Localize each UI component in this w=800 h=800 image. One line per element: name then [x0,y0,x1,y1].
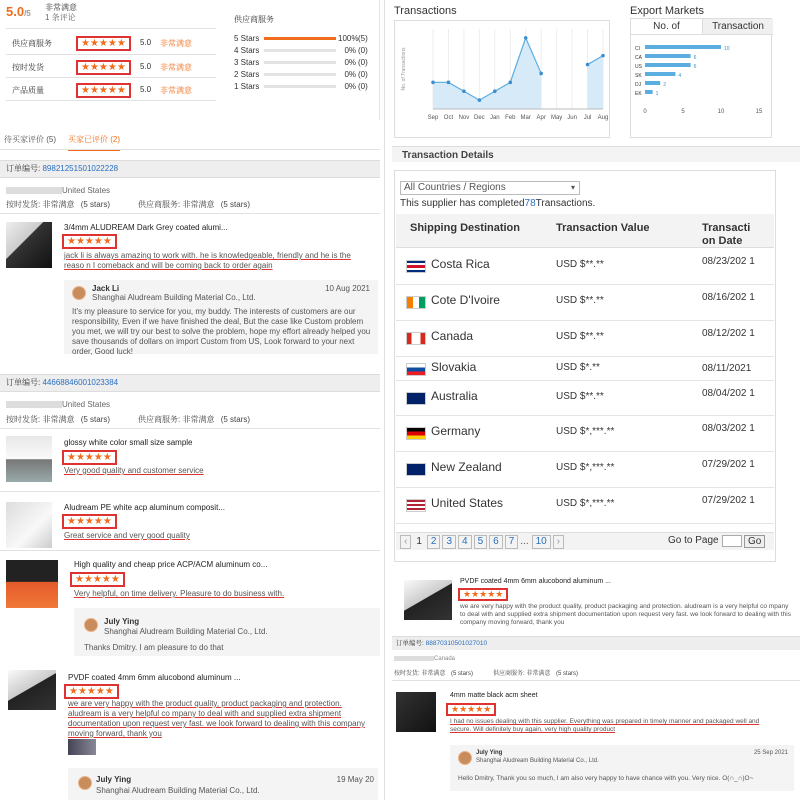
bar-value-label: 6 [693,64,697,70]
flag-icon [406,260,426,273]
distribution-count: (0) [358,58,368,67]
table-header [396,214,774,248]
distribution-pct: 100% [338,34,359,43]
review-text: we are very happy with the product quality, product packaging and protection. aludream is a very helpful co mpany to deal with and supplied extra shipment documentation upon request very fast. we look forward to dealing with this company moving forward, thank you [460,603,791,626]
chevron-down-icon: ▾ [570,183,575,192]
rating-summary [0,0,380,120]
buyer-country: United States [62,400,111,409]
area-fill [433,38,541,109]
rating-stars: ★★★★★ [458,588,508,601]
order-label: 订单编号: [6,378,41,387]
rating-stars: ★★★★★ [76,60,131,75]
buyer-line [394,656,455,662]
column-divider [384,0,385,800]
region-select[interactable] [400,181,580,195]
value-cell: USD $*.** [556,362,600,373]
reply-name: July Ying [476,750,503,756]
table-row [396,452,774,488]
reply-text: It's my pleasure to service for you, my buddy. The interests of customers are our responsibility, Even if we have finished the deal, But the case like Custom problem you met, we will try our best to solve the problem, hope my effort already helped you save thousands of dollars on import Custom from US, Look forward to your next order, Good luck! [72,307,371,356]
order-ratings [394,668,578,677]
distribution-label: 5 Stars [234,34,260,43]
avatar [72,286,86,300]
metric-label: 产品质量 [12,86,44,95]
metric-label: 供应商服务 [12,39,52,48]
product-image[interactable] [6,436,52,482]
category-label: US [635,64,642,70]
value-cell: USD $**.** [556,391,604,402]
service-rating: 供应商服务: 非常满意 [138,415,215,424]
order-bar [392,636,800,650]
flag-icon [406,296,426,309]
metric-row [12,62,212,73]
reply-text: Thanks Dmitry. I am pleasure to do that [84,643,224,652]
destination-cell: Cote D'Ivoire [431,293,500,307]
date-cell: 08/16/202 1 [702,292,755,303]
data-point [447,81,451,85]
distribution-label: 2 Stars [234,70,260,79]
reply-date: 19 May 20 [336,775,374,784]
ship-rating: 按时发货: 非常满意 [394,671,446,677]
destination-cell: Costa Rica [431,257,490,271]
product-title[interactable]: glossy white color small size sample [64,438,193,447]
category-label: DJ [635,82,642,88]
supplier-reply [64,280,378,354]
date-cell: 07/29/202 1 [702,459,755,470]
divider [0,428,380,429]
data-point [539,72,543,76]
completed-line [400,198,595,209]
distribution-label: 4 Stars [234,46,260,55]
reply-company: Shanghai Aludream Building Material Co., Ltd. [476,758,599,764]
table-row [396,416,774,452]
page-10-button[interactable]: 10 [532,535,551,549]
rating-stars: ★★★★★ [446,703,496,716]
supplier-reply [68,768,378,800]
distribution-label: 1 Stars [234,82,260,91]
flag-icon [406,392,426,405]
divider [6,100,216,101]
rating-stars: ★★★★★ [62,450,117,465]
divider [6,54,216,55]
x-tick-label: Sep [427,115,439,121]
review-text: Very good quality and customer service [64,466,204,475]
review-text: I had no issues dealing with this supplier. Everything was prepared in timely manner and packaged well and secure. Will definitely buy again, very high quality product [450,718,760,733]
rating-word: 非常满意 [45,3,77,12]
destination-cell: Slovakia [431,360,477,374]
review-text: jack li is always amazing to work with. he is knowledgeable, friendly and he is the reaso n I comeback and will be coming back to order again [64,251,351,270]
order-id-link[interactable]: 89821251501022228 [42,164,119,173]
x-tick-label: Jun [567,115,577,121]
distribution-bar [264,85,336,88]
distribution-row [234,58,374,68]
x-tick-label: Jan [489,115,500,121]
flag-icon [406,427,426,440]
export-title: Export Markets [630,5,704,17]
x-tick-label: 15 [755,109,763,115]
x-tick-label: Mar [520,115,531,121]
data-point [478,98,482,102]
reply-name: July Ying [104,617,140,626]
page-1-button[interactable]: 1 [416,536,422,547]
reply-name: Jack Li [92,284,120,293]
col-value: Transaction Value [556,222,650,234]
avatar [458,751,472,765]
review-text: Great service and very good quality [64,531,190,540]
bar [645,54,691,58]
completed-pre: This supplier has completed [400,198,525,209]
bar [645,90,653,94]
score-value: 5.0 [6,4,25,19]
x-tick-label: Aug [597,115,609,121]
pagination-bar [396,532,774,550]
flag-icon [406,463,426,476]
x-tick-label: 5 [681,109,685,115]
x-tick-label: Oct [443,115,454,121]
metric-word: 非常满意 [160,39,192,48]
x-tick-label: Feb [505,115,516,121]
category-label: EK [635,91,642,97]
transactions-chart-frame [394,20,610,138]
review-photo[interactable] [68,739,96,755]
value-cell: USD $*,***.** [556,462,615,473]
data-point [586,63,590,67]
avatar [84,618,98,632]
distribution-pct: 0% [344,82,356,91]
completed-post: Transactions. [535,198,596,209]
buyer-line [6,186,110,195]
reply-text: Hello Dmitry, Thank you so much, I am also very happy to have chance with you. Very nice. O(∩_∩)O~ [458,775,754,782]
completed-count: 78 [524,198,536,209]
distribution-pct: 0% [344,46,356,55]
page-2-button[interactable]: 2 [427,535,441,549]
export-chart [631,35,773,139]
product-title[interactable]: PVDF coated 4mm 6mm alucobond aluminum ... [460,578,611,585]
table-row [396,357,774,381]
distribution-count: (0) [358,70,368,79]
data-point [493,89,497,93]
date-cell: 08/12/202 1 [702,328,755,339]
bar-value-label: 2 [663,82,666,88]
order-id-link[interactable]: 44668846001023384 [42,378,119,387]
product-image[interactable] [6,502,52,548]
ship-stars: (5 stars) [80,200,111,209]
distribution-fill [264,37,336,40]
ship-rating: 按时发货: 非常满意 [6,415,75,424]
export-chart-frame [630,18,772,138]
date-cell: 07/29/202 1 [702,495,755,506]
product-title[interactable]: 3/4mm ALUDREAM Dark Grey coated alumi... [64,223,228,232]
metric-value: 5.0 [140,38,152,47]
x-tick-label: Apr [536,115,546,121]
service-stars: (5 stars) [556,671,579,677]
order-bar [0,374,380,392]
tab-transaction[interactable]: Transaction [703,19,773,35]
value-cell: USD $*,***.** [556,426,615,437]
pagination [400,535,566,549]
value-cell: USD $**.** [556,259,604,270]
metric-word: 非常满意 [160,63,192,72]
destination-cell: Germany [431,424,481,438]
prev-page-button[interactable]: ‹ [400,535,411,549]
product-image[interactable] [6,222,52,268]
distribution-row [234,82,374,92]
service-rating: 供应商服务: 非常满意 [493,671,551,677]
metric-word: 非常满意 [160,86,192,95]
flag-icon [406,332,426,345]
go-button[interactable]: Go [744,535,765,548]
reply-name: July Ying [96,775,132,784]
bar [645,81,660,85]
category-label: SK [635,73,642,79]
category-label: CA [635,55,642,61]
data-point [601,54,605,58]
ship-stars: (5 stars) [451,671,474,677]
buyer-name-blurred [394,656,434,661]
data-point [508,81,512,85]
destination-cell: United States [431,496,504,510]
metric-row [12,38,212,49]
pagination-ellipsis: ... [520,536,529,547]
buyer-line [6,400,110,409]
date-cell: 08/04/202 1 [702,388,755,399]
table-row [396,249,774,285]
destination-cell: Australia [431,389,478,403]
metric-value: 5.0 [140,62,152,71]
metric-value: 5.0 [140,85,152,94]
supplier-reply [450,745,794,791]
destination-cell: New Zealand [431,460,502,474]
bar [645,63,691,67]
review-text: Very helpful, on time delivery. Pleasure to do business with. [74,589,285,598]
distribution-pct: 0% [344,58,356,67]
distribution-row [234,70,374,80]
score-suffix: /5 [24,9,31,18]
distribution-pct: 0% [344,70,356,79]
category-label: CI [635,46,640,52]
order-label: 订单编号: [6,164,41,173]
product-image[interactable] [8,670,56,710]
x-tick-label: May [550,115,563,121]
tab-number-of[interactable]: No. of [631,19,703,35]
distribution-row [234,34,374,44]
value-cell: USD $**.** [556,331,604,342]
rating-stars: ★★★★★ [76,36,131,51]
transactions-title: Transactions [394,5,457,17]
buyer-country: Canada [434,656,456,663]
service-rating: 供应商服务: 非常满意 [138,200,215,209]
goto-label: Go to Page [668,535,719,546]
distribution-bar [264,61,336,64]
page-5-button[interactable]: 5 [474,535,488,549]
order-ratings [6,414,250,425]
tab-completed-reviews[interactable]: 买家已评价 (2) [68,134,120,151]
value-cell: USD $**.** [556,295,604,306]
distribution-count: (0) [358,82,368,91]
x-tick-label: 0 [643,109,647,115]
data-point [431,81,435,85]
distribution-bar [264,73,336,76]
divider [392,680,800,681]
review-count: 1 条评论 [45,13,76,22]
review-text: we are very happy with the product quality, product packaging and protection. aludream is a very helpful co mpany to deal with and supplied extra shipment documentation upon request very fast. we look forward to dealing with this company moving forward, thank you [68,699,366,738]
reply-date: 25 Sep 2021 [753,750,788,756]
col-destination: Shipping Destination [410,222,520,234]
distribution-label: 3 Stars [234,58,260,67]
bar [645,45,721,49]
product-image[interactable] [396,692,436,732]
ship-rating: 按时发货: 非常满意 [6,200,75,209]
divider [6,28,216,29]
x-tick-label: Jul [583,115,592,121]
region-select-value: All Countries / Regions [404,182,506,193]
bar-value-label: 6 [693,55,697,61]
distribution-count: (5) [358,34,368,43]
divider [0,213,380,214]
bar-value-label: 10 [724,46,730,52]
reply-date: 10 Aug 2021 [325,284,370,293]
product-title[interactable]: 4mm matte black acm sheet [450,692,538,699]
data-point [524,36,528,40]
rating-stars: ★★★★★ [62,234,117,249]
reply-company: Shanghai Aludream Building Material Co., Ltd. [96,786,260,795]
reply-company: Shanghai Aludream Building Material Co., Ltd. [104,627,268,636]
product-image[interactable] [404,580,452,620]
data-point [462,89,466,93]
supplier-reply [74,608,380,656]
page-6-button[interactable]: 6 [489,535,503,549]
distribution-title: 供应商服务 [234,15,274,24]
value-cell: USD $*,***.** [556,498,615,509]
rating-stars: ★★★★★ [70,572,125,587]
page-3-button[interactable]: 3 [442,535,456,549]
bar [645,72,675,76]
date-cell: 08/23/202 1 [702,256,755,267]
flag-icon [406,499,426,512]
details-title: Transaction Details [402,150,494,161]
page-7-button[interactable]: 7 [505,535,519,549]
distribution-count: (0) [358,46,368,55]
page-4-button[interactable]: 4 [458,535,472,549]
table-row [396,488,774,524]
product-title[interactable]: Aludream PE white acp aluminum composit... [64,503,225,512]
buyer-country: United States [62,186,111,195]
ship-stars: (5 stars) [80,415,111,424]
flag-icon [406,363,426,376]
service-stars: (5 stars) [220,200,251,209]
x-tick-label: Nov [458,115,470,121]
bar-value-label: 4 [678,73,682,79]
table-row [396,285,774,321]
avatar [78,776,92,790]
date-cell: 08/03/202 1 [702,423,755,434]
goto-page-input[interactable] [722,535,742,547]
product-title[interactable]: PVDF coated 4mm 6mm alucobond aluminum ... [68,673,241,682]
distribution-row [234,46,374,56]
x-tick-label: Dec [474,115,485,121]
date-cell: 08/11/2021 [702,363,752,374]
x-tick-label: 10 [717,109,725,115]
tab-divider [0,149,380,150]
order-bar [0,160,380,178]
product-title[interactable]: High quality and cheap price ACP/ACM aluminum co... [74,560,268,569]
col-date: Transacti on Date [702,222,751,247]
buyer-name-blurred [6,187,62,194]
divider [6,77,216,78]
rating-stars: ★★★★★ [76,83,131,98]
bar-value-label: 1 [655,91,659,97]
next-page-button[interactable]: › [553,535,564,549]
order-id-link[interactable]: 88870310501027010 [425,640,488,647]
order-label: 订单编号: [396,640,424,647]
rating-stars: ★★★★★ [64,684,119,699]
metric-label: 按时发货 [12,63,44,72]
table-row [396,321,774,357]
service-stars: (5 stars) [220,415,251,424]
reply-company: Shanghai Aludream Building Material Co., Ltd. [92,293,256,302]
transactions-chart [395,21,611,139]
distribution-bar [264,37,336,40]
metric-row [12,85,212,96]
order-ratings [6,199,250,210]
table-row [396,381,774,416]
product-image[interactable] [6,560,58,608]
tab-pending-reviews[interactable]: 待买家评价 (5) [4,135,56,144]
overall-score [6,4,31,19]
buyer-name-blurred [6,401,62,408]
divider [0,550,380,551]
divider [0,491,380,492]
distribution-bar [264,49,336,52]
rating-stars: ★★★★★ [62,514,117,529]
y-axis-label: No. of Transactions [401,47,407,91]
destination-cell: Canada [431,329,474,343]
